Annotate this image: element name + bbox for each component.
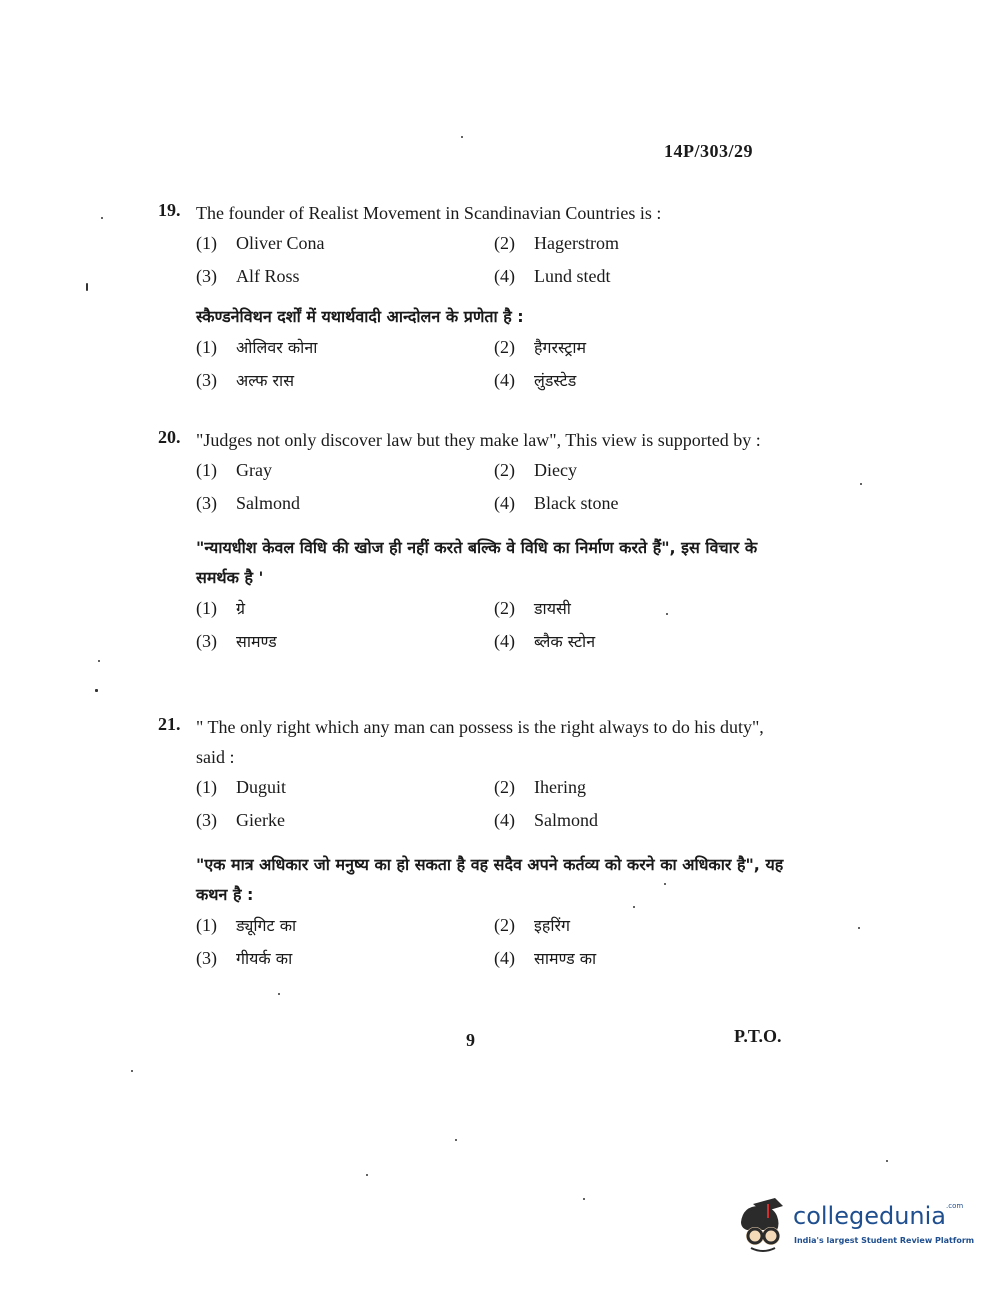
option-hi-3: (3) सामण्ड	[196, 631, 277, 651]
paper-code: 14P/303/29	[664, 141, 753, 161]
options-en	[196, 457, 788, 523]
option-hi-2: (2) हैगरस्ट्राम	[494, 337, 587, 357]
option-2: (2) Diecy	[494, 460, 577, 480]
scan-speck	[86, 283, 88, 291]
scan-speck	[666, 613, 668, 615]
option-2: (2) Hagerstrom	[494, 233, 619, 253]
page-number: 9	[466, 1030, 475, 1050]
option-hi-4: (4) सामण्ड का	[494, 948, 597, 968]
options-en	[196, 774, 788, 840]
option-4: (4) Black stone	[494, 493, 619, 513]
scan-speck	[278, 993, 280, 995]
question-text-en: The founder of Realist Movement in Scandinavian Countries is :	[196, 203, 662, 223]
collegedunia-logo	[733, 1196, 975, 1260]
option-2: (2) Ihering	[494, 777, 586, 797]
option-hi-4: (4) ब्लैक स्टोन	[494, 631, 596, 651]
scan-speck	[95, 689, 98, 692]
question-20	[158, 425, 788, 661]
question-number: 21.	[158, 714, 181, 734]
question-text-en: "Judges not only discover law but they make law", This view is supported by :	[196, 430, 761, 450]
scan-speck	[886, 1160, 888, 1162]
question-text-en: " The only right which any man can possess is the right always to do his duty", said :	[196, 717, 764, 767]
scan-speck	[455, 1139, 457, 1141]
question-number: 20.	[158, 427, 181, 447]
option-hi-3: (3) अल्फ रास	[196, 370, 295, 390]
question-number: 19.	[158, 200, 181, 220]
option-4: (4) Salmond	[494, 810, 599, 830]
scan-speck	[858, 927, 860, 929]
mascot-icon	[733, 1196, 793, 1256]
option-3: (3) Salmond	[196, 493, 301, 513]
scan-speck	[131, 1070, 133, 1072]
option-hi-2: (2) डायसी	[494, 598, 571, 618]
option-1: (1) Oliver Cona	[196, 233, 325, 253]
logo-tagline: India's largest Student Review Platform	[794, 1236, 975, 1245]
scan-speck	[101, 217, 103, 219]
question-21	[158, 712, 788, 978]
scan-speck	[860, 483, 862, 485]
options-en	[196, 230, 788, 296]
option-hi-1: (1) ड्यूगिट का	[196, 915, 297, 935]
question-19	[158, 198, 788, 400]
scan-speck	[366, 1174, 368, 1176]
question-text-hi: "न्यायधीश केवल विधि की खोज ही नहीं करते बल्कि वे विधि का निर्माण करते हैं", इस विचार के समर्थक है '	[196, 538, 758, 587]
scan-speck	[98, 660, 100, 662]
option-4: (4) Lund stedt	[494, 266, 611, 286]
question-text-hi: स्कैण्डनेविथन दर्शों में यथार्थवादी आन्दोलन के प्रणेता है :	[196, 307, 524, 326]
option-1: (1) Gray	[196, 460, 272, 480]
scan-speck	[583, 1198, 585, 1200]
logo-wordmark: collegedunia$^{.com}$	[793, 1202, 964, 1230]
option-hi-1: (1) ग्रे	[196, 598, 246, 618]
options-hi	[196, 595, 788, 661]
options-hi	[196, 912, 788, 978]
option-3: (3) Alf Ross	[196, 266, 300, 286]
question-text-hi: "एक मात्र अधिकार जो मनुष्य का हो सकता है वह सदैव अपने कर्तव्य को करने का अधिकार है", यह कथन है :	[196, 855, 784, 904]
option-1: (1) Duguit	[196, 777, 287, 797]
scan-speck	[461, 136, 463, 138]
option-hi-2: (2) इहरिंग	[494, 915, 571, 935]
scan-speck	[633, 906, 635, 908]
option-3: (3) Gierke	[196, 810, 285, 830]
scan-speck	[664, 883, 666, 885]
pto-label: P.T.O.	[734, 1026, 782, 1046]
option-hi-1: (1) ओलिवर कोना	[196, 337, 318, 357]
option-hi-3: (3) गीयर्क का	[196, 948, 293, 968]
options-hi	[196, 334, 788, 400]
option-hi-4: (4) लुंडस्टेड	[494, 370, 577, 390]
